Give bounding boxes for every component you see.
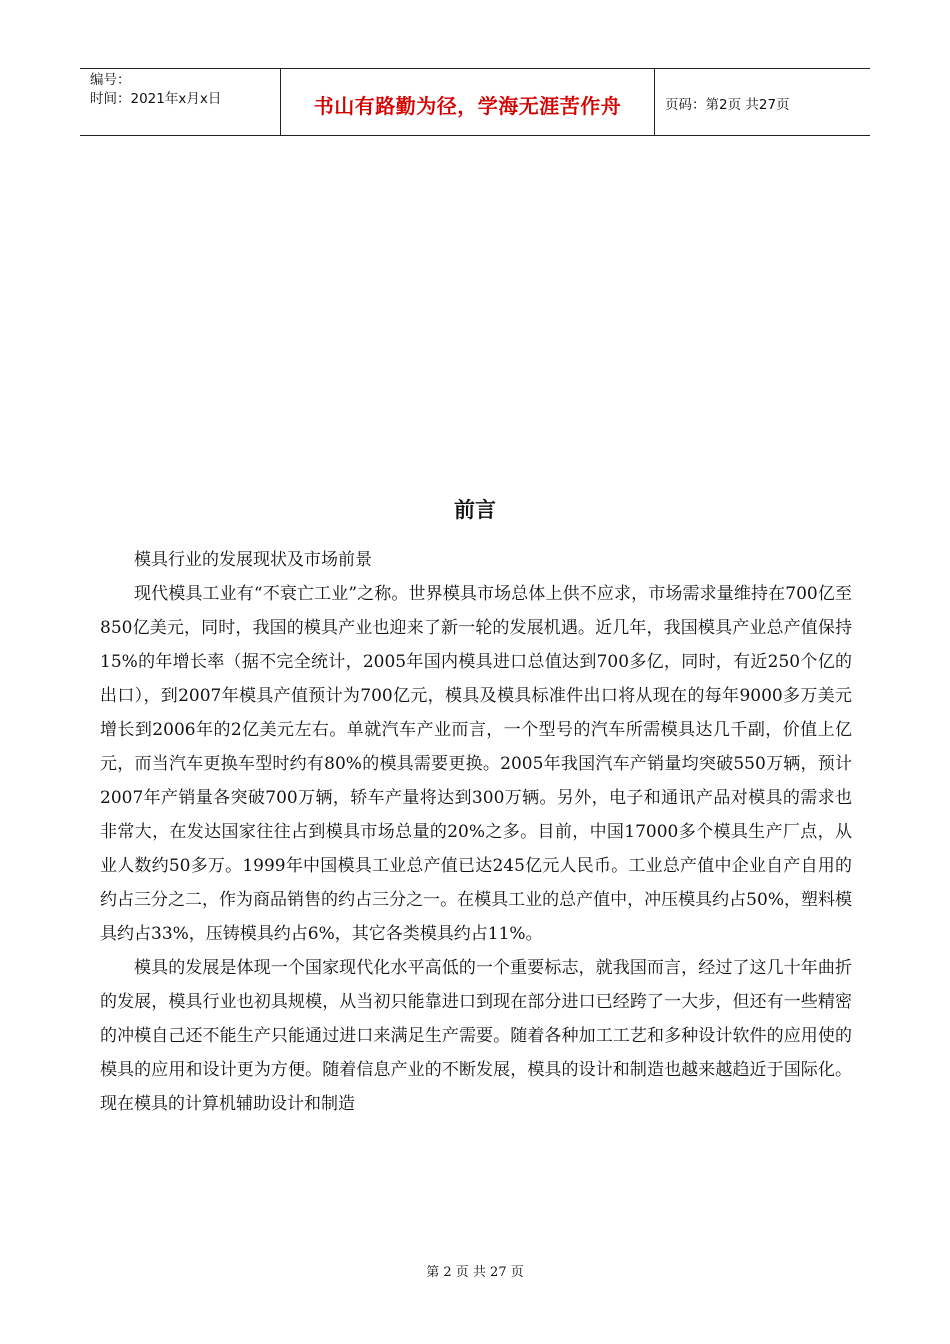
header-meta-cell — [80, 69, 281, 135]
page-title: 前言 — [454, 498, 496, 522]
body-paragraph: 模具的发展是体现一个国家现代化水平高低的一个重要标志，就我国而言，经过了这几十年曲折的发展，模具行业也初具规模，从当初只能靠进口到现在部分进口已经跨了一大步，但还有一些精密的冲模自己还不能生产只能通过进口来满足生产需要。随着各种加工工艺和多种设计软件的应用使的模具的应用和设计更为方便。随着信息产业的不断发展，模具的设计和制造也越来越趋近于国际化。现在模具的计算机辅助设计和制造 — [100, 958, 852, 1114]
header-page-info: 页码：第2页 共27页 — [665, 97, 790, 113]
page-header — [80, 68, 870, 136]
body-paragraph: 模具行业的发展现状及市场前景 — [134, 550, 372, 570]
header-motto: 书山有路勤为径，学海无涯苦作舟 — [281, 69, 655, 135]
body-paragraph: 现代模具工业有“不衰亡工业”之称。世界模具市场总体上供不应求，市场需求量维持在700亿至850亿美元，同时，我国的模具产业也迎来了新一轮的发展机遇。近几年，我国模具产业总产值保持15%的年增长率（据不完全统计，2005年国内模具进口总值达到700多亿，同时，有近250个亿的出口），到2007年模具产值预计为700亿元，模具及模具标准件出口将从现在的每年9000多万美元增长到2006年的2亿美元左右。单就汽车产业而言，一个型号的汽车所需模具达几千副，价值上亿元，而当汽车更换车型时约有80%的模具需要更换。2005年我国汽车产销量均突破550万辆，预计2007年产销量各突破700万辆，轿车产量将达到300万辆。另外，电子和通讯产品对模具的需求也非常大，在发达国家往往占到模具市场总量的20%之多。目前，中国17000多个模具生产厂点，从业人数约50多万。1999年中国模具工业总产值已达245亿元人民币。工业总产值中企业自产自用的约占三分之二，作为商品销售的约占三分之一。在模具工业的总产值中，冲压模具约占50%，塑料模具约占33%，压铸模具约占6%，其它各类模具约占11%。 — [100, 584, 852, 944]
document-number-label: 编号： — [90, 72, 131, 88]
document-time-label: 时间：2021年x月x日 — [90, 91, 222, 107]
document-body — [100, 543, 852, 1121]
page-footer: 第 2 页 共 27 页 — [426, 1265, 524, 1280]
